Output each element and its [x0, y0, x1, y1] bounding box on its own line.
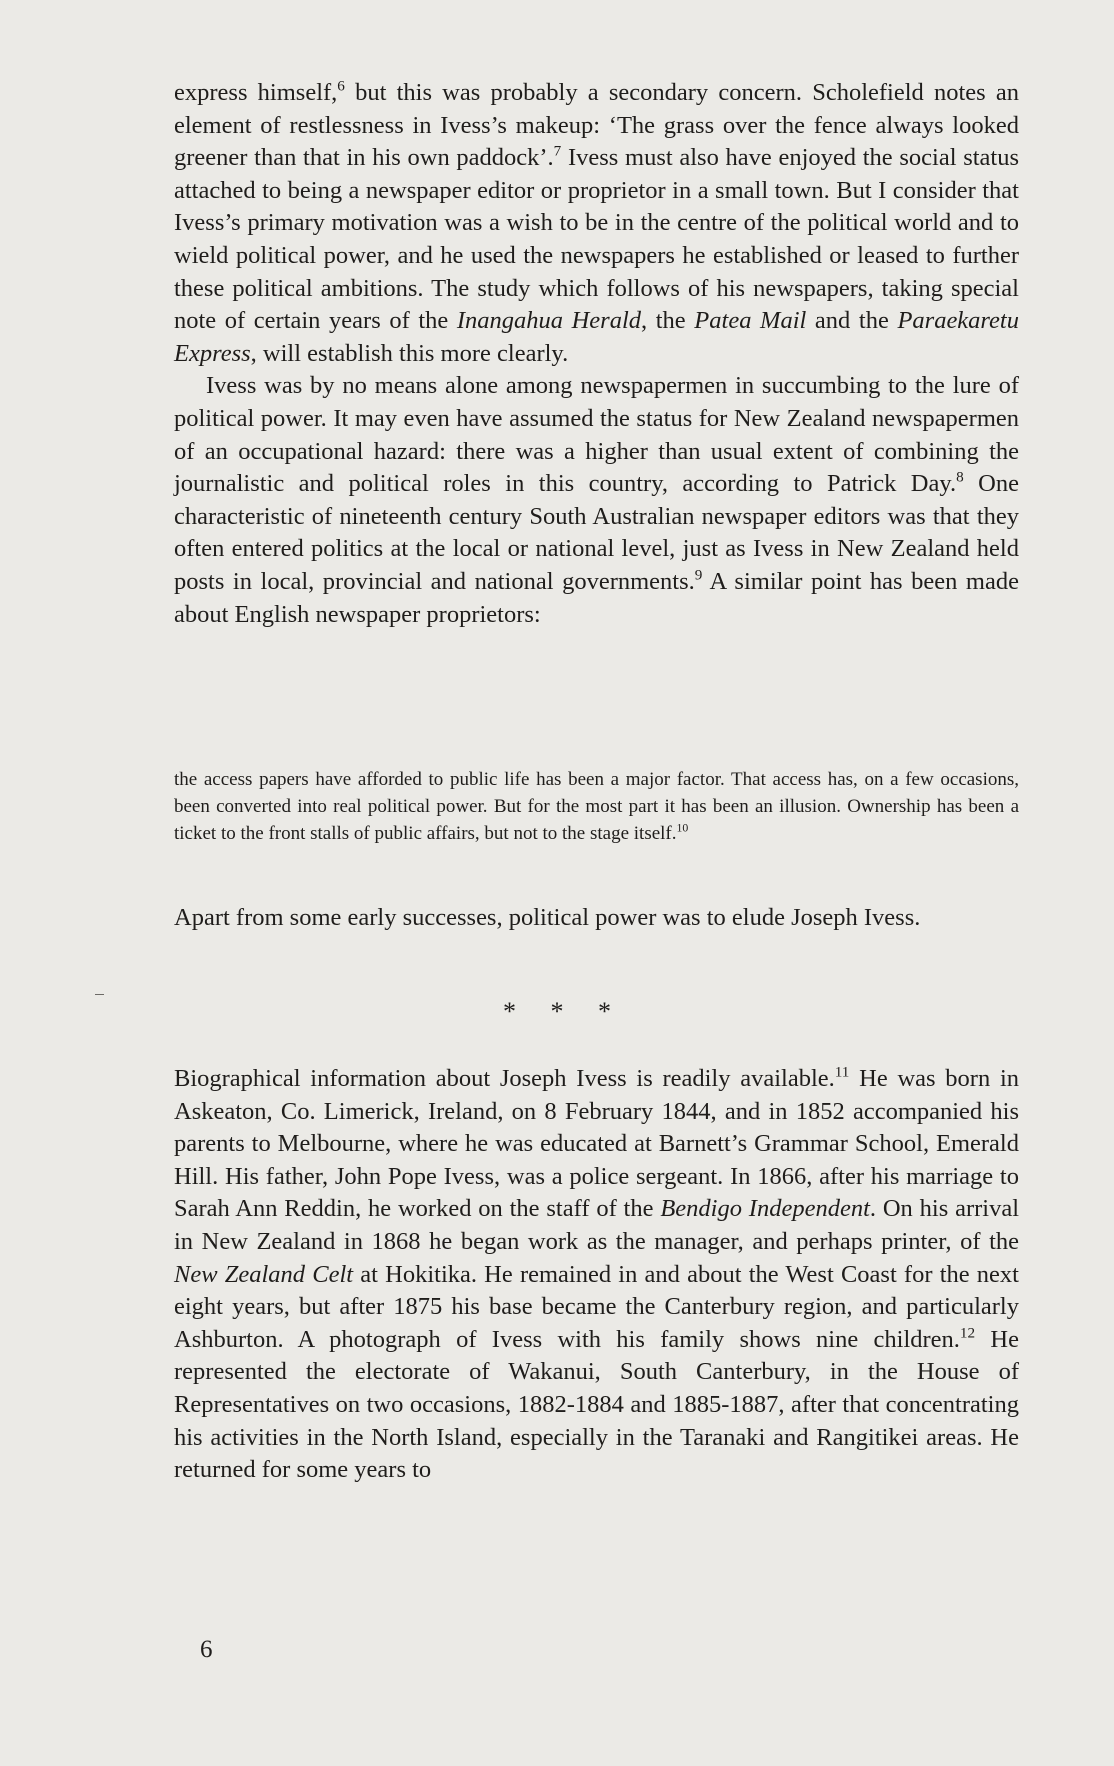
asterisk: *: [550, 997, 564, 1026]
paragraph-1-block: [174, 77, 1019, 631]
footnote-ref-8: 8: [956, 468, 964, 486]
footnote-ref-9: 9: [694, 566, 703, 584]
footnote-ref-6: 6: [337, 77, 345, 95]
newspaper-title: Patea Mail: [694, 307, 807, 335]
footnote-ref-10: 10: [676, 821, 689, 835]
text-run: A similar point has been made about English newspaper proprietors:: [174, 567, 1019, 628]
footnote-ref-11: 11: [834, 1063, 850, 1081]
paragraph-1: [174, 77, 1019, 370]
margin-mark: [95, 994, 104, 995]
text-run: , will establish this more clearly.: [250, 339, 569, 367]
quote-text: [174, 766, 1019, 847]
paragraph-3: Apart from some early successes, political power was to elude Joseph Ivess.: [174, 904, 921, 931]
text-run: He was born in Askeaton, Co. Limerick, Ireland, on 8 February 1844, and in 1852 accompanied his parents to Melbourne, where he was educated at Barnett’s Grammar School, Emerald Hill. His father, John Pope Ivess, was a police sergeant. In 1866, after his marriage to Sarah Ann Reddin, he worked on the staff of the: [174, 1065, 1020, 1223]
block-quote: [174, 766, 1019, 847]
newspaper-title: New Zealand Celt: [174, 1260, 354, 1288]
paragraph-4-block: [174, 1063, 1019, 1487]
text-run: . On his arrival in New Zealand in 1868 he began work as the manager, and perhaps printer, of the: [174, 1195, 1019, 1255]
text-run: , the: [641, 307, 695, 335]
paragraph-4: [174, 1063, 1019, 1487]
text-run: but this was probably a secondary concern. Scholefield notes an element of restlessness in Ivess’s makeup: ‘The grass over the fence always looked greener than that in his own paddock’.: [174, 79, 1019, 172]
text-run: Ivess must also have enjoyed the social status attached to being a newspaper editor or proprietor in a small town. But I consider that Ivess’s primary motivation was a wish to be in the centre of the political world and to wield political power, and he used the newspapers he established or leased to further these political ambitions. The study which follows of his newspapers, taking special note of certain years of the: [174, 144, 1020, 335]
newspaper-title: Paraekaretu Express: [174, 307, 1019, 367]
text-run: Ivess was by no means alone among newspapermen in succumbing to the lure of political power. It may even have assumed the status for New Zealand newspapermen of an occupational hazard: there was a higher than usual extent of combining the journalistic and political roles in this country, according to Patrick Day.: [174, 372, 1019, 498]
newspaper-title: Bendigo Independent: [660, 1195, 870, 1223]
text-run: and the: [806, 307, 898, 335]
footnote-ref-7: 7: [553, 142, 562, 160]
asterisk: *: [598, 997, 611, 1026]
footnote-ref-12: 12: [959, 1324, 976, 1342]
text-run: He represented the electorate of Wakanui, South Canterbury, in the House of Representatives on two occasions, 1882-1884 and 1885-1887, after that concentrating his activities in the North Island, especially in the Taranaki and Rangitikei areas. He returned for some years to: [174, 1325, 1019, 1484]
paragraph-2: [174, 370, 1019, 631]
section-separator: [0, 997, 1114, 1027]
asterisk: *: [503, 997, 516, 1026]
newspaper-title: Inangahua Herald: [456, 307, 642, 335]
text-run: Biographical information about Joseph Ivess is readily available.: [174, 1065, 835, 1092]
page-number: 6: [200, 1636, 213, 1663]
text-run: the access papers have afforded to public life has been a major factor. That access has, on a few occasions, been converted into real political power. But for the most part it has been an illusion. Ownership has been a ticket to the front stalls of public affairs, but not to the stage itself.: [174, 769, 1019, 844]
text-run: One characteristic of nineteenth century South Australian newspaper editors was that they often entered politics at the local or national level, just as Ivess in New Zealand held posts in local, provincial and national governments.: [174, 470, 1019, 595]
text-run: express himself,: [174, 79, 338, 106]
paragraph-3-block: [174, 902, 1019, 935]
text-run: at Hokitika. He remained in and about the West Coast for the next eight years, but after 1875 his base became the Canterbury region, and particularly Ashburton. A photograph of Ivess with his family shows nine children.: [174, 1260, 1019, 1353]
